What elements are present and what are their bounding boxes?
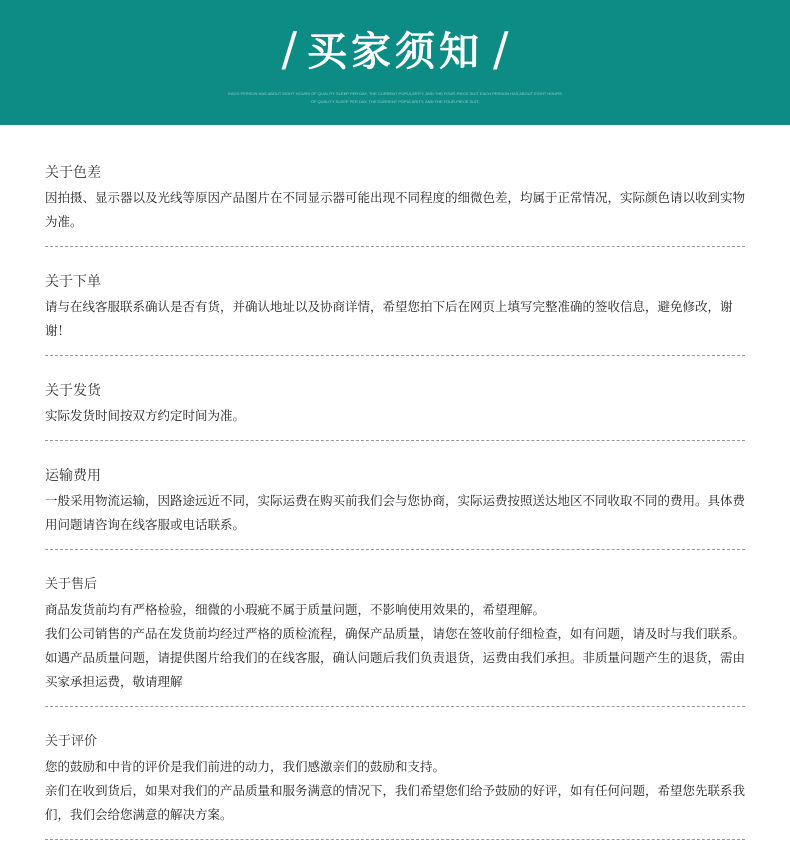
section-paragraph: 请与在线客服联系确认是否有货，并确认地址以及协商详情，希望您拍下后在网页上填写完整准确的签收信息，避免修改，谢谢！ xyxy=(45,299,733,338)
notice-content xyxy=(45,160,745,850)
banner-subtitle-line-2: OF QUALITY SLEEP PER DAY, THE CURRENT POPULARITY, AND THE FOUR-PIECE SUIT. xyxy=(310,99,480,104)
dashed-divider xyxy=(45,440,745,441)
page-title xyxy=(0,24,790,77)
section-title: 关于发货 xyxy=(45,383,101,399)
section-paragraph: 因拍摄、显示器以及光线等原因产品图片在不同显示器可能出现不同程度的细微色差，均属于正常情况，实际颜色请以收到实物为准。 xyxy=(45,190,746,229)
section-title: 关于色差 xyxy=(45,165,101,181)
section-paragraph: 亲们在收到货后，如果对我们的产品质量和服务满意的情况下，我们希望您们给予鼓励的好评，如有任何问题，希望您先联系我们，我们会给您满意的解决方案。 xyxy=(45,783,746,822)
section-title: 关于下单 xyxy=(45,274,101,290)
section-paragraph: 商品发货前均有严格检验，细微的小瑕疵不属于质量问题，不影响使用效果的，希望理解。 xyxy=(45,602,546,617)
section-paragraph: 实际发货时间按双方约定时间为准。 xyxy=(45,408,246,423)
section-title: 运输费用 xyxy=(45,468,101,484)
section-shipping xyxy=(45,366,745,451)
section-shipping-cost xyxy=(45,451,745,560)
section-paragraph: 如遇产品质量问题，请提供图片给我们的在线客服，确认问题后我们负责退货，运费由我们承担。非质量问题产生的退货，需由买家承担运费，敬请理解 xyxy=(45,650,746,689)
title-slash-right: / xyxy=(493,22,509,76)
section-after-sales xyxy=(45,560,745,717)
section-ordering xyxy=(45,257,745,366)
banner-subtitle-line-1: EACH PERSON HAS ABOUT EIGHT HOURS OF QUALITY SLEEP PER DAY, THE CURRENT POPULARITY, AND THE FOUR-PIECE SUIT EACH PERSON HAS ABOUT EIGHT HOURS xyxy=(228,91,562,96)
section-paragraph: 我们公司销售的产品在发货前均经过严格的质检流程，确保产品质量，请您在签收前仔细检查，如有问题，请及时与我们联系。 xyxy=(45,626,746,641)
dashed-divider xyxy=(45,246,745,247)
section-paragraph: 您的鼓励和中肯的评价是我们前进的动力，我们感激亲们的鼓励和支持。 xyxy=(45,759,446,774)
section-reviews xyxy=(45,717,745,850)
title-slash-left: / xyxy=(281,22,297,76)
section-title: 关于售后 xyxy=(45,577,98,592)
dashed-divider xyxy=(45,839,745,840)
section-color-difference xyxy=(45,160,745,257)
header-banner xyxy=(0,0,790,125)
dashed-divider xyxy=(45,355,745,356)
section-paragraph: 一般采用物流运输，因路途远近不同，实际运费在购买前我们会与您协商，实际运费按照送达地区不同收取不同的费用。具体费用问题请咨询在线客服或电话联系。 xyxy=(45,493,746,532)
section-title: 关于评价 xyxy=(45,734,98,749)
dashed-divider xyxy=(45,706,745,707)
dashed-divider xyxy=(45,549,745,550)
page-title-text: 买家须知 xyxy=(307,29,483,75)
